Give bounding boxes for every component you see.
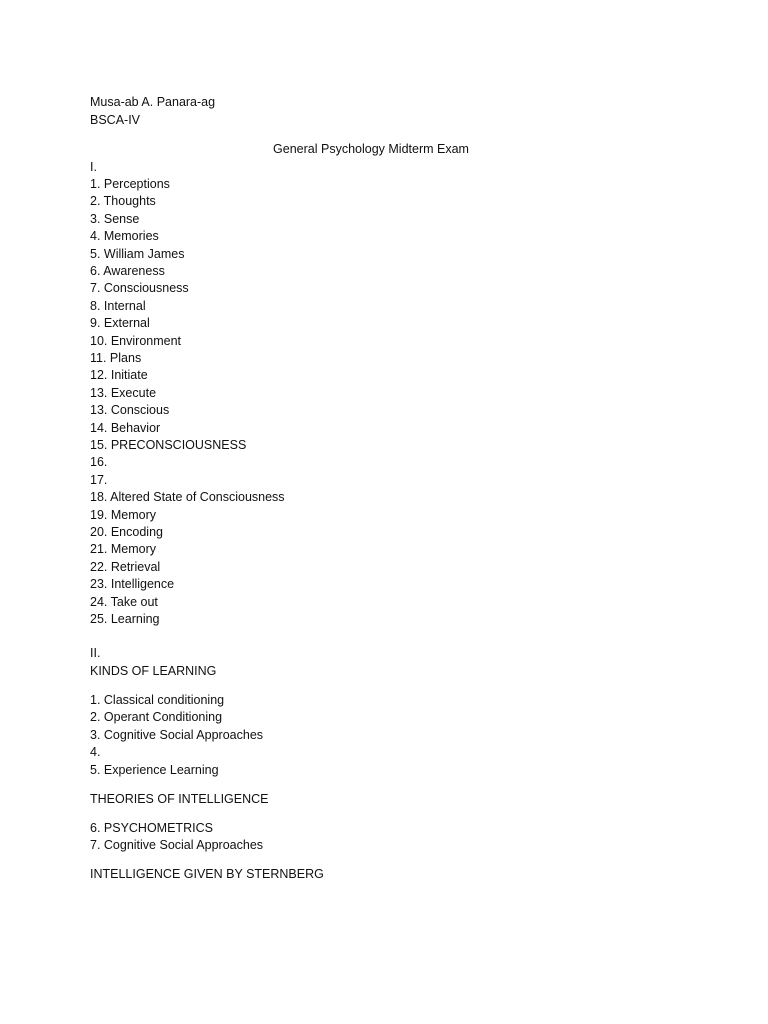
part-two-label: II.: [90, 646, 101, 660]
list-item: 1. Perceptions: [90, 177, 170, 191]
exam-title: General Psychology Midterm Exam: [273, 142, 469, 156]
list-item: 4.: [90, 745, 101, 760]
sternberg-heading: INTELLIGENCE GIVEN BY STERNBERG: [90, 867, 324, 881]
list-item: 20. Encoding: [90, 525, 163, 539]
list-item: 2. Operant Conditioning: [90, 710, 223, 725]
kinds-of-learning-heading: KINDS OF LEARNING: [90, 664, 217, 678]
list-item: 2. Thoughts: [90, 194, 156, 209]
list-item: 14. Behavior: [90, 420, 161, 435]
student-course: BSCA-IV: [90, 113, 141, 127]
list-item: 6. PSYCHOMETRICS: [90, 821, 213, 835]
list-item: 25. Learning: [90, 612, 160, 626]
list-item: 7. Cognitive Social Approaches: [90, 838, 264, 853]
list-item: 6. Awareness: [90, 264, 165, 278]
list-item: 24. Take out: [90, 594, 158, 609]
list-item: 4. Memories: [90, 229, 159, 244]
part-one-label: I.: [90, 160, 97, 174]
list-item: 17.: [90, 472, 108, 487]
list-item: 13. Conscious: [90, 403, 170, 418]
student-name: Musa-ab A. Panara-ag: [90, 95, 216, 109]
list-item: 22. Retrieval: [90, 559, 161, 574]
list-item: 1. Classical conditioning: [90, 693, 225, 707]
list-item: 12. Initiate: [90, 368, 148, 383]
list-item: 7. Consciousness: [90, 281, 189, 296]
list-item: 8. Internal: [90, 298, 146, 313]
list-item: 18. Altered State of Consciousness: [90, 490, 285, 505]
list-item: 3. Sense: [90, 211, 140, 226]
list-item: 19. Memory: [90, 507, 156, 522]
list-item: 9. External: [90, 316, 150, 331]
list-item: 11. Plans: [90, 351, 142, 365]
list-item: 5. Experience Learning: [90, 762, 219, 777]
list-item: 13. Execute: [90, 385, 157, 400]
list-item: 10. Environment: [90, 333, 182, 348]
list-item: 16.: [90, 455, 108, 470]
list-item: 23. Intelligence: [90, 577, 175, 592]
theories-heading: THEORIES OF INTELLIGENCE: [90, 792, 269, 806]
list-item: 21. Memory: [90, 542, 156, 557]
list-item: 5. William James: [90, 246, 185, 261]
list-item: 15. PRECONSCIOUSNESS: [90, 438, 247, 452]
list-item: 3. Cognitive Social Approaches: [90, 727, 264, 742]
